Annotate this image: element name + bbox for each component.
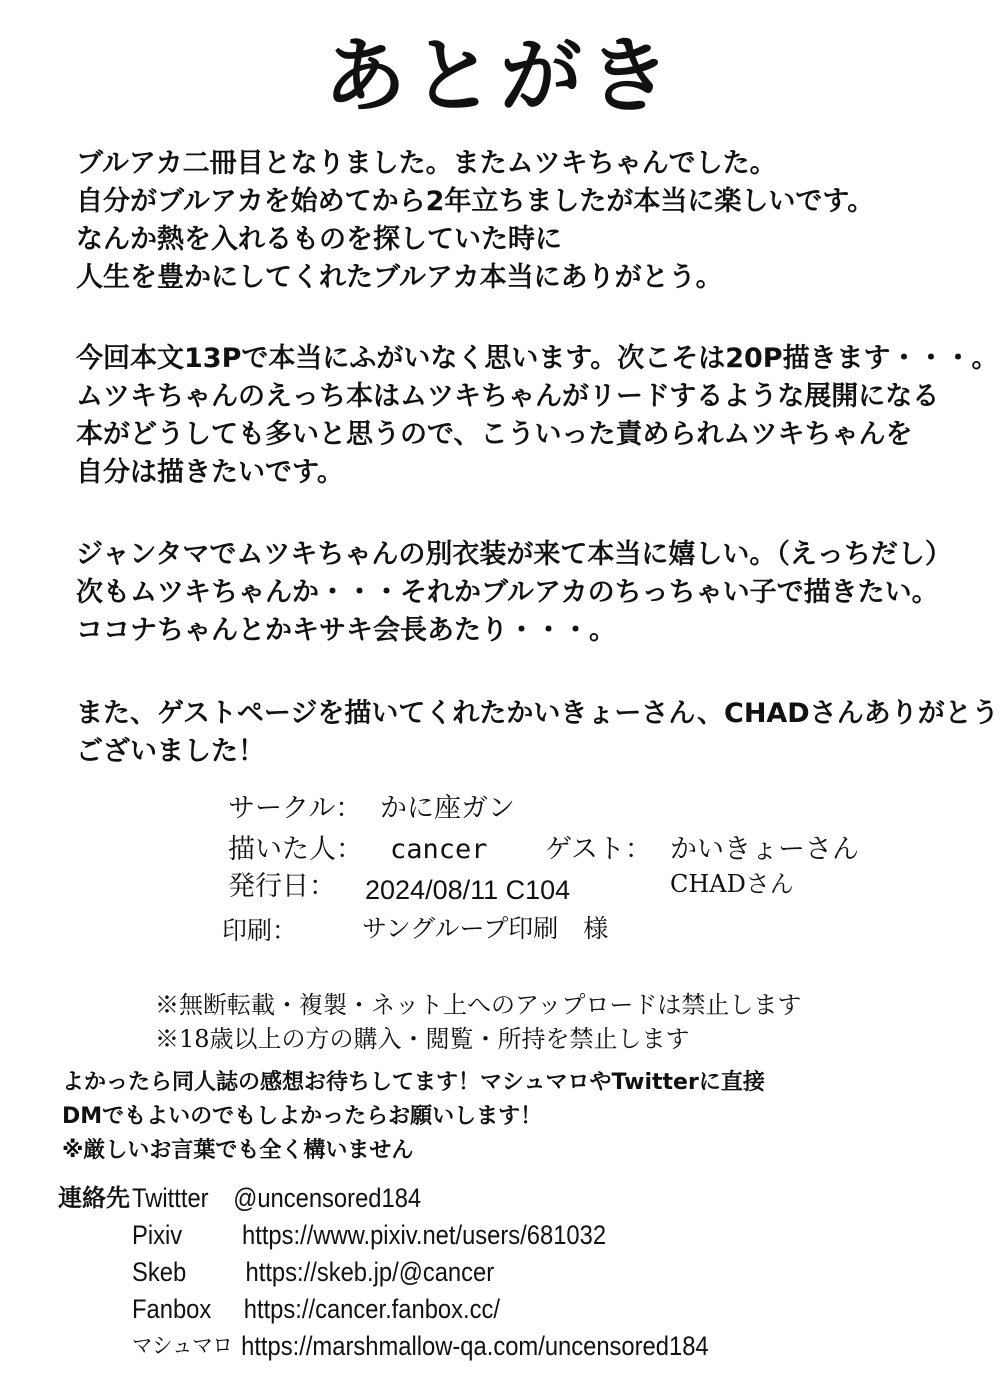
- skeb-link[interactable]: https://skeb.jp/@cancer: [245, 1257, 495, 1287]
- contact-label: Skeb: [132, 1257, 187, 1287]
- marshmallow-link[interactable]: https://marshmallow-qa.com/uncensored184: [241, 1331, 709, 1361]
- paragraph-line: 今回本文13Pで本当にふがいなく思います。次こそは20P描きます・・・。: [76, 343, 999, 374]
- paragraph-line: また、ゲストページを描いてくれたかいきょーさん、CHADさんありがとう: [76, 698, 999, 729]
- printer-name: サングループ印刷 様: [362, 914, 609, 943]
- request-line: ※厳しいお言葉でも全く構いません: [62, 1138, 414, 1163]
- circle-label: サークル：: [228, 793, 363, 824]
- contact-row-twitter: [132, 1180, 748, 1216]
- contact-label: Pixiv: [132, 1220, 183, 1250]
- contact-label: マシュマロ: [132, 1333, 233, 1359]
- feedback-request: [62, 1066, 765, 1168]
- printer-label: 印刷：: [222, 916, 298, 945]
- contact-row-fanbox: [132, 1291, 748, 1327]
- artist-label: 描いた人：: [228, 834, 363, 865]
- paragraph-line: ございました！: [76, 736, 265, 767]
- paragraph-line: ココナちゃんとかキサキ会長あたり・・・。: [76, 615, 616, 646]
- paragraph-line: 人生を豊かにしてくれたブルアカ本当にありがとう。: [76, 262, 723, 293]
- paragraph-line: 自分は描きたいです。: [76, 457, 344, 488]
- paragraph-line: なんか熱を入れるものを探していた時に: [76, 224, 562, 255]
- notice-no-reprint: ※無断転載・複製・ネット上へのアップロードは禁止します: [155, 991, 802, 1019]
- contact-row-skeb: [132, 1254, 748, 1290]
- paragraph-line: ムツキちゃんのえっち本はムツキちゃんがリードするような展開になる: [76, 381, 940, 412]
- guest-label: ゲスト：: [545, 834, 652, 865]
- paragraph-line: ブルアカ二冊目となりました。またムツキちゃんでした。: [76, 148, 777, 179]
- twitter-link[interactable]: @uncensored184: [233, 1183, 422, 1213]
- release-date: 2024/08/11 C104: [365, 875, 571, 905]
- contact-row-pixiv: [132, 1217, 748, 1253]
- release-date-label: 発行日：: [228, 871, 336, 902]
- circle-name: かに座ガン: [380, 793, 515, 824]
- contact-label: Fanbox: [132, 1294, 212, 1324]
- contact-label: Twittter: [132, 1183, 209, 1213]
- paragraph-line: 本がどうしても多いと思うので、こういった責められムツキちゃんを: [76, 419, 913, 450]
- contact-heading: 連絡先: [58, 1184, 130, 1212]
- paragraph-line: 自分がブルアカを始めてから2年立ちましたが本当に楽しいです。: [76, 186, 875, 217]
- guest-name-2: CHADさん: [670, 870, 794, 898]
- paragraph-line: 次もムツキちゃんか・・・それかブルアカのちっちゃい子で描きたい。: [76, 577, 939, 608]
- notice-age-restriction: ※18歳以上の方の購入・閲覧・所持を禁止します: [155, 1025, 690, 1053]
- contact-row-marshmallow: [132, 1328, 748, 1364]
- guest-name-1: かいきょーさん: [670, 834, 859, 865]
- request-line: DMでもよいのでもしよかったらお願いします！: [62, 1104, 543, 1129]
- paragraph-line: ジャンタマでムツキちゃんの別衣装が来て本当に嬉しい。（えっちだし）: [76, 539, 952, 570]
- artist-name: cancer: [390, 834, 488, 865]
- page-title: あとがき: [323, 29, 676, 124]
- fanbox-link[interactable]: https://cancer.fanbox.cc/: [243, 1294, 500, 1324]
- pixiv-link[interactable]: https://www.pixiv.net/users/681032: [242, 1220, 607, 1250]
- request-line: よかったら同人誌の感想お待ちしてます！マシュマロやTwitterに直接: [62, 1070, 765, 1095]
